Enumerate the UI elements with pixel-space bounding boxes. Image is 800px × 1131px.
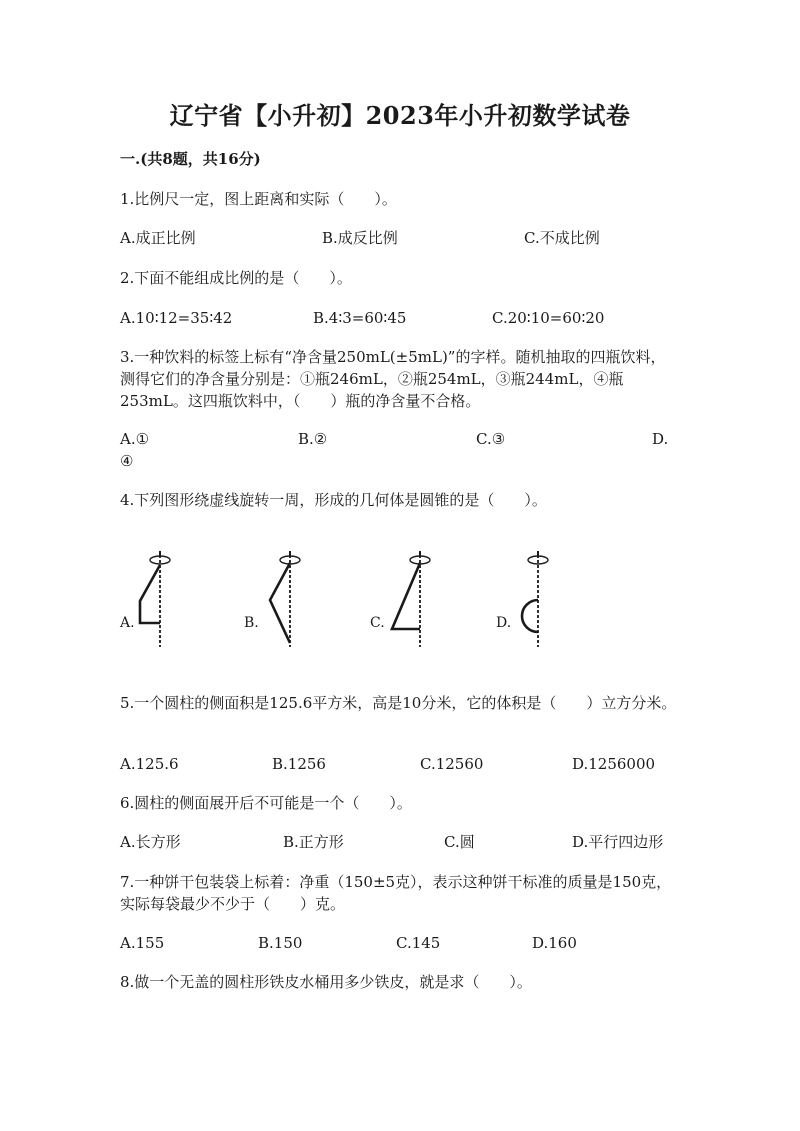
page-title: 辽宁省【小升初】2023年小升初数学试卷 — [169, 101, 631, 130]
q7-option-c[interactable]: C.145 — [396, 934, 441, 952]
q5-option-d[interactable]: D.1256000 — [572, 755, 656, 773]
figure-b-label[interactable]: B. — [244, 615, 259, 631]
q2-option-b[interactable]: B.4∶3=60∶45 — [313, 309, 407, 327]
q7-option-b[interactable]: B.150 — [258, 934, 303, 952]
q6-option-b[interactable]: B.正方形 — [283, 833, 344, 851]
question-8: 8.做一个无盖的圆柱形铁皮水桶用多少铁皮，就是求（ ）。 — [120, 973, 532, 991]
question-7: 7.一种饼干包装袋上标着：净重（150±5克），表示这种饼干标准的质量是150克，实际每袋最少不少于（ ）克。 — [120, 873, 672, 913]
question-2: 2.下面不能组成比例的是（ ）。 — [120, 269, 352, 287]
q1-option-a[interactable]: A.成正比例 — [120, 229, 196, 247]
question-6: 6.圆柱的侧面展开后不可能是一个（ ）。 — [120, 794, 412, 812]
q3-option-c[interactable]: C.③ — [476, 430, 506, 448]
q1-option-c[interactable]: C.不成比例 — [524, 229, 600, 247]
q2-option-c[interactable]: C.20∶10=60∶20 — [492, 309, 605, 327]
question-5: 5.一个圆柱的侧面积是125.6平方米，高是10分米，它的体积是（ ）立方分米。 — [120, 694, 677, 712]
q6-option-c[interactable]: C.圆 — [444, 833, 475, 851]
q5-option-b[interactable]: B.1256 — [272, 755, 326, 773]
q2-option-a[interactable]: A.10∶12=35∶42 — [120, 309, 233, 327]
q7-option-a[interactable]: A.155 — [120, 934, 165, 952]
figures-svg — [110, 535, 570, 665]
figure-a-label[interactable]: A. — [120, 615, 135, 631]
figure-d — [522, 551, 548, 647]
q6-option-a[interactable]: A.长方形 — [120, 833, 181, 851]
q6-option-d[interactable]: D.平行四边形 — [572, 833, 664, 851]
q3-option-a[interactable]: A.① — [120, 430, 150, 448]
q5-option-c[interactable]: C.12560 — [420, 755, 484, 773]
q5-option-a[interactable]: A.125.6 — [120, 755, 179, 773]
question-1: 1.比例尺一定，图上距离和实际（ ）。 — [120, 190, 397, 208]
section-heading: 一.(共8题，共16分) — [120, 150, 261, 168]
question-3: 3.一种饮料的标签上标有“净含量250mL(±5mL)”的字样。随机抽取的四瓶饮料，测得它们的净含量分别是：①瓶246mL，②瓶254mL，③瓶244mL，④瓶253mL。这四瓶饮料中，（ ）瓶的净含量不合格。 — [120, 348, 666, 410]
figure-a — [140, 551, 170, 647]
q1-option-b[interactable]: B.成反比例 — [322, 229, 398, 247]
question-4: 4.下列图形绕虚线旋转一周，形成的几何体是圆锥的是（ ）。 — [120, 491, 547, 509]
q3-option-b[interactable]: B.② — [298, 430, 328, 448]
q3-option-d[interactable]: D. — [652, 430, 669, 448]
figure-c — [392, 551, 430, 647]
q3-option-d-value: ④ — [120, 452, 134, 470]
figure-c-label[interactable]: C. — [370, 615, 385, 631]
figure-d-label[interactable]: D. — [496, 615, 512, 631]
rotation-figures — [110, 535, 570, 665]
figure-b — [270, 551, 300, 647]
q7-option-d[interactable]: D.160 — [532, 934, 577, 952]
